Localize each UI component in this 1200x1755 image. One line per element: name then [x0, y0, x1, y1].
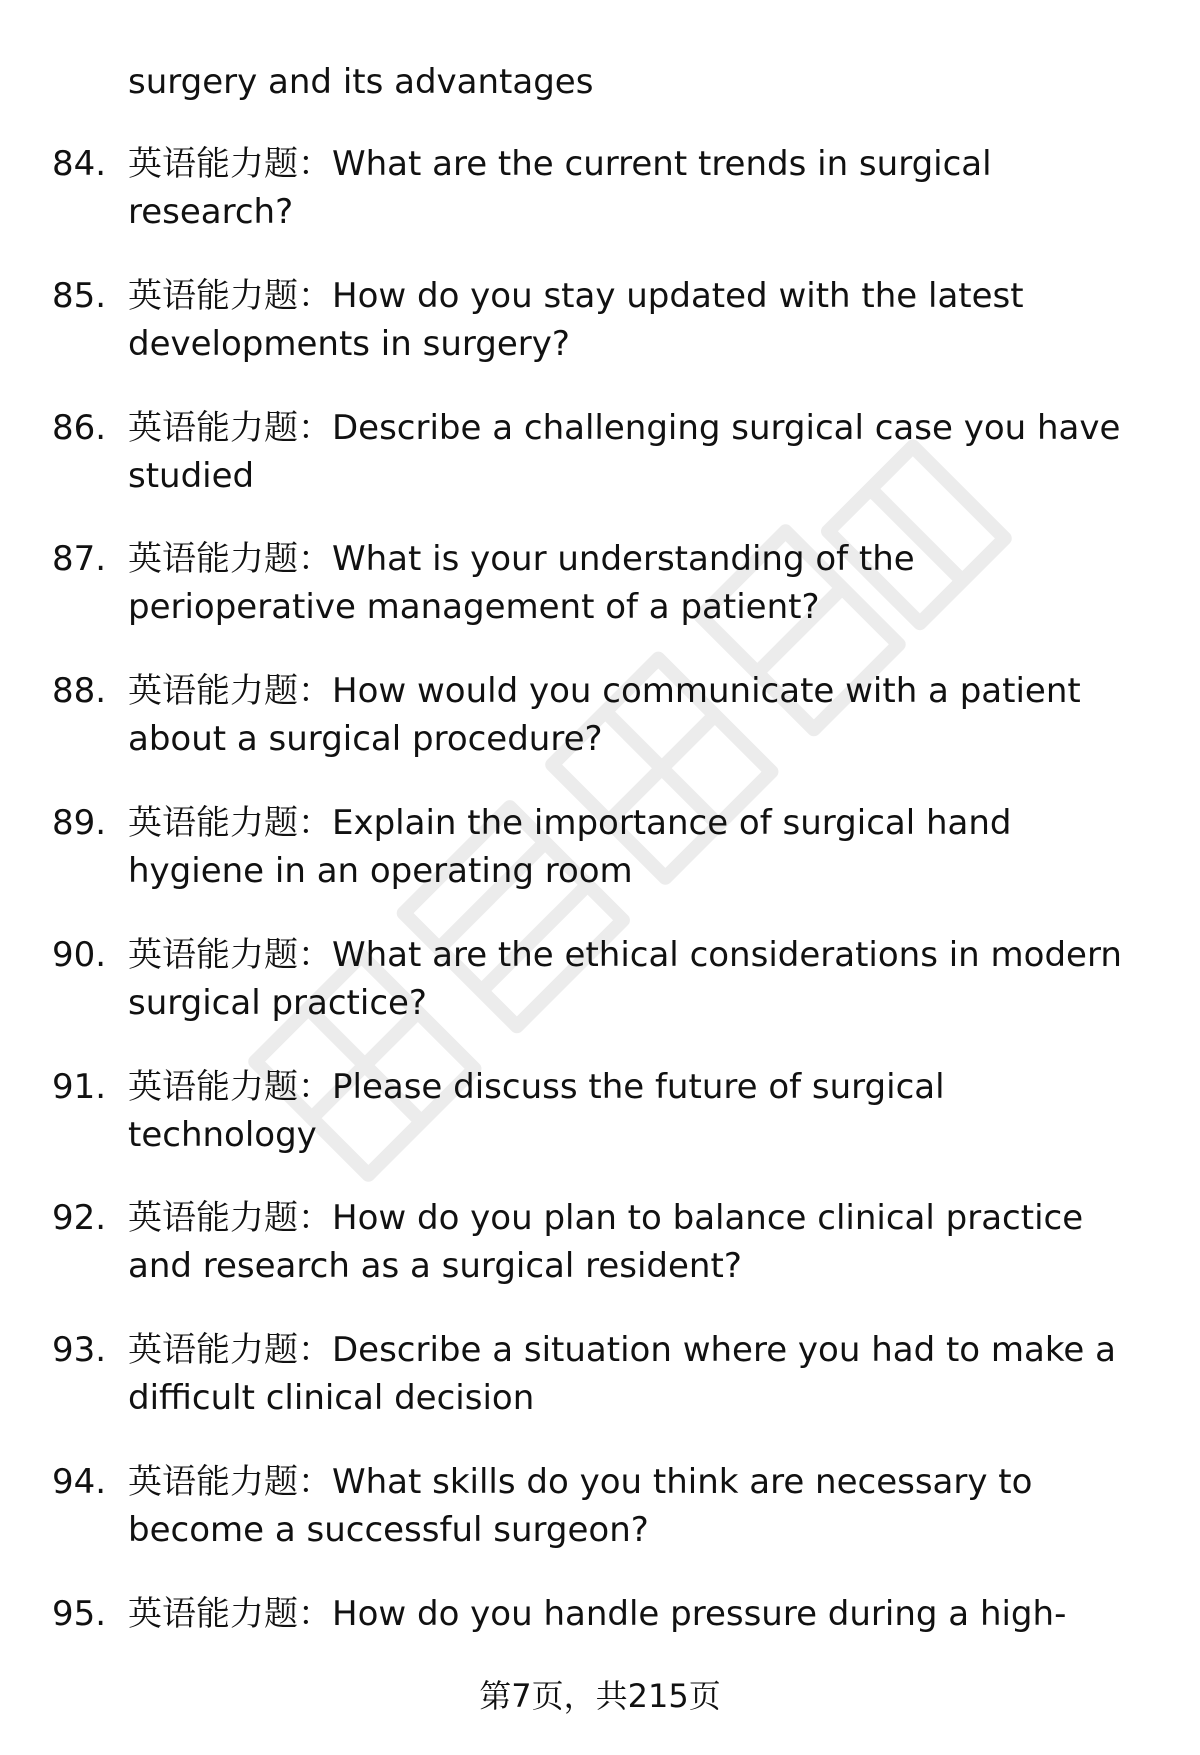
question-number: 92.: [52, 1198, 107, 1239]
question-line: research?: [128, 192, 294, 232]
question-item-93: [0, 1326, 1200, 1458]
question-number: 95.: [52, 1593, 107, 1634]
question-item-86: [0, 404, 1200, 536]
question-item-88: [0, 667, 1200, 799]
question-text: [128, 799, 1148, 895]
question-line: perioperative management of a patient?: [128, 587, 820, 628]
question-line: developments in surgery?: [128, 323, 570, 364]
question-text: [128, 1458, 1148, 1554]
question-number: 86.: [52, 407, 107, 448]
question-number: 94.: [52, 1461, 107, 1502]
question-number: 84.: [52, 144, 107, 184]
question-line: 英语能力题：What is your understanding of the: [128, 539, 915, 580]
question-text: [128, 1063, 1148, 1159]
question-line: technology: [128, 1114, 317, 1155]
question-line: 英语能力题：How do you plan to balance clinical practice: [128, 1198, 1084, 1239]
question-item-92: [0, 1194, 1200, 1326]
question-line: surgical practice?: [128, 982, 427, 1023]
question-number: 91.: [52, 1066, 107, 1107]
question-line: and research as a surgical resident?: [128, 1246, 742, 1287]
question-line: become a successful surgeon?: [128, 1509, 649, 1550]
question-item-89: [0, 799, 1200, 931]
question-line: studied: [128, 455, 255, 496]
question-line: 英语能力题：What are the current trends in surgical: [128, 144, 992, 184]
question-line: 英语能力题：Please discuss the future of surgical: [128, 1066, 945, 1107]
question-item-90: [0, 931, 1200, 1063]
question-line: hygiene in an operating room: [128, 850, 633, 891]
question-text: [128, 1590, 1148, 1638]
question-text: [128, 272, 1148, 368]
question-item-84: [0, 140, 1200, 272]
question-line: 英语能力题：How do you handle pressure during a high-: [128, 1593, 1067, 1634]
question-item-87: [0, 535, 1200, 667]
question-text: [128, 535, 1148, 631]
question-number: 87.: [52, 539, 107, 580]
question-line: 英语能力题：What skills do you think are necessary to: [128, 1461, 1033, 1502]
question-line: 英语能力题：How would you communicate with a patient: [128, 671, 1081, 712]
question-number: 93.: [52, 1330, 107, 1371]
question-line: 英语能力题：Describe a situation where you had to make a: [128, 1330, 1116, 1371]
question-item-91: [0, 1063, 1200, 1195]
continuation-text: surgery and its advantages: [128, 62, 594, 102]
question-number: 85.: [52, 275, 107, 316]
question-list: [0, 140, 1200, 1722]
question-text: [128, 667, 1148, 763]
question-text: [128, 1326, 1148, 1422]
question-number: 89.: [52, 802, 107, 843]
question-number: 90.: [52, 934, 107, 975]
question-text: [128, 1194, 1148, 1290]
question-line: 英语能力题：Explain the importance of surgical hand: [128, 802, 1012, 843]
question-line: difficult clinical decision: [128, 1378, 535, 1419]
question-item-85: [0, 272, 1200, 404]
question-line: about a surgical procedure?: [128, 719, 603, 760]
question-text: [128, 931, 1148, 1027]
question-text: [128, 404, 1148, 500]
question-text: [128, 140, 1148, 236]
question-item-94: [0, 1458, 1200, 1590]
question-line: 英语能力题：How do you stay updated with the latest: [128, 275, 1024, 316]
page-number-footer: 第7页，共215页: [479, 1677, 721, 1715]
question-line: 英语能力题：What are the ethical considerations in modern: [128, 934, 1122, 975]
question-line: 英语能力题：Describe a challenging surgical case you have: [128, 407, 1121, 448]
question-number: 88.: [52, 671, 107, 712]
